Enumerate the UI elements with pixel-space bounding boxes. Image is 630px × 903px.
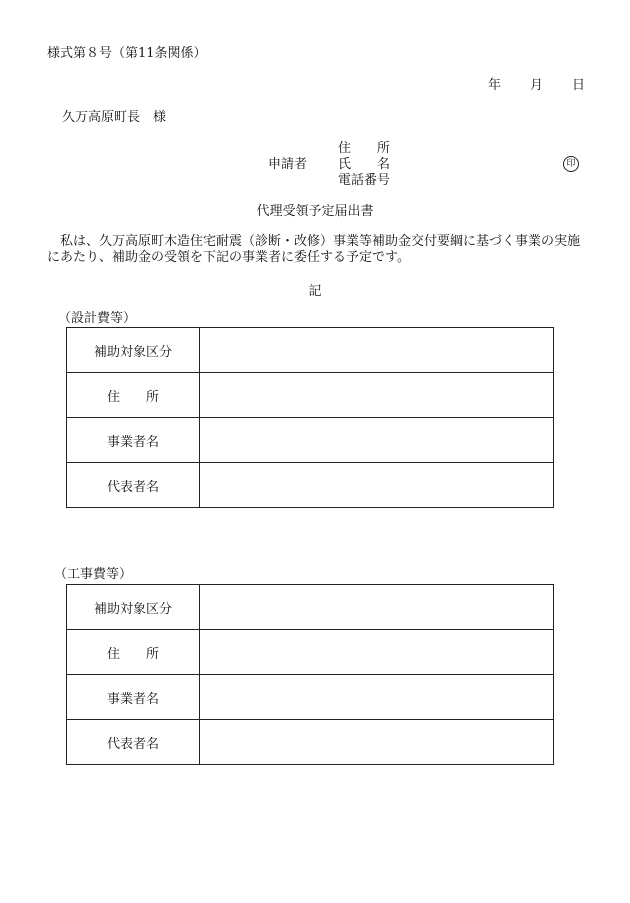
subsidy-category-field[interactable] xyxy=(200,585,554,630)
table-row xyxy=(67,328,554,373)
row-label: 補助対象区分 xyxy=(67,328,200,373)
seal-icon: 印 xyxy=(563,156,579,172)
design-contractor-table xyxy=(66,327,554,508)
date-year-label: 年 xyxy=(488,78,502,93)
table-row xyxy=(67,720,554,765)
construction-contractor-table xyxy=(66,584,554,765)
table-row xyxy=(67,463,554,508)
body-paragraph: 私は、久万高原町木造住宅耐震（診断・改修）事業等補助金交付要綱に基づく事業の実施にあたり、補助金の受領を下記の事業者に委任する予定です。 xyxy=(47,234,581,265)
table-row xyxy=(67,373,554,418)
row-label: 住 所 xyxy=(67,373,200,418)
address-field[interactable] xyxy=(200,373,554,418)
applicant-title: 申請者 xyxy=(268,157,308,172)
row-label: 補助対象区分 xyxy=(67,585,200,630)
business-name-field[interactable] xyxy=(200,675,554,720)
row-label: 事業者名 xyxy=(67,675,200,720)
row-label: 代表者名 xyxy=(67,720,200,765)
ki-label: 記 xyxy=(308,284,322,299)
row-label: 代表者名 xyxy=(67,463,200,508)
addressee: 久万高原町長 様 xyxy=(62,110,167,125)
table-row xyxy=(67,630,554,675)
address-field[interactable] xyxy=(200,630,554,675)
representative-name-field[interactable] xyxy=(200,463,554,508)
row-label: 住 所 xyxy=(67,630,200,675)
form-number: 様式第８号（第11条関係） xyxy=(47,46,207,61)
table-row xyxy=(67,418,554,463)
document-title: 代理受領予定届出書 xyxy=(256,204,374,219)
applicant-phone-label: 電話番号 xyxy=(338,173,391,188)
date-day-label: 日 xyxy=(572,78,586,93)
table-row xyxy=(67,585,554,630)
subsidy-category-field[interactable] xyxy=(200,328,554,373)
section-label-design: （設計費等） xyxy=(58,311,137,326)
applicant-name-label: 氏 名 xyxy=(338,157,391,172)
business-name-field[interactable] xyxy=(200,418,554,463)
applicant-address-label: 住 所 xyxy=(338,141,391,156)
date-month-label: 月 xyxy=(530,78,544,93)
row-label: 事業者名 xyxy=(67,418,200,463)
table-row xyxy=(67,675,554,720)
section-label-construction: （工事費等） xyxy=(54,567,133,582)
representative-name-field[interactable] xyxy=(200,720,554,765)
